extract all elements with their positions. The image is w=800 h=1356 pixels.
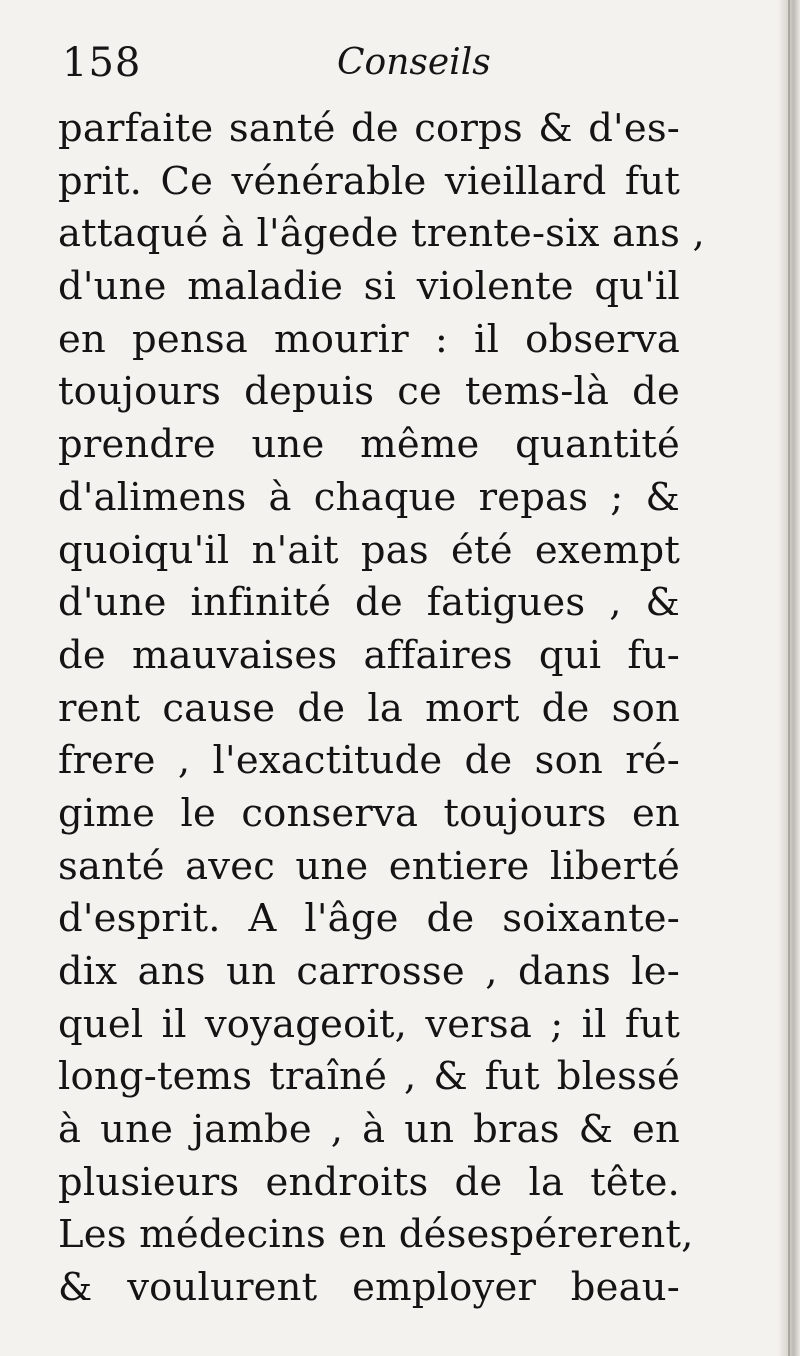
text-line-13: frere , l'exactitude de son ré-	[58, 738, 680, 784]
text-line-17: dix ans un carrosse , dans le-	[58, 949, 680, 994]
text-line-5: en pensa mourir : il observa	[58, 316, 680, 362]
page-edge-line	[788, 0, 790, 1356]
text-line-8: d'alimens à chaque repas ; &	[58, 474, 680, 520]
text-line-11: de mauvaises affaires qui fu-	[58, 632, 680, 678]
text-line-19: long-tems traîné , & fut blessé	[58, 1054, 680, 1100]
text-line-12: rent cause de la mort de son	[58, 685, 680, 731]
text-line-16: d'esprit. A l'âge de soixante-	[58, 896, 680, 942]
text-line-21: plusieurs endroits de la tête.	[58, 1159, 680, 1205]
text-line-22: Les médecins en désespérerent,	[58, 1212, 694, 1258]
text-line-14: gime le conserva toujours en	[58, 790, 680, 836]
text-line-7: prendre une même quantité	[58, 422, 680, 468]
text-line-23: & voulurent employer beau-	[58, 1265, 680, 1311]
text-line-15: santé avec une entiere liberté	[58, 843, 680, 889]
running-head: Conseils	[337, 42, 491, 83]
text-line-20: à une jambe , à un bras & en	[58, 1107, 680, 1153]
body-text	[58, 103, 705, 1315]
text-line-4: d'une maladie si violente qu'il	[58, 264, 680, 310]
text-line-3: attaqué à l'âgede trente-six ans ,	[58, 211, 705, 257]
text-line-18: quel il voyageoit, versa ; il fut	[58, 1001, 680, 1047]
text-line-1: parfaite santé de corps & d'es-	[58, 106, 680, 151]
page-number: 158	[62, 40, 142, 86]
text-line-9: quoiqu'il n'ait pas été exempt	[58, 527, 680, 573]
text-line-10: d'une infinité de fatigues , &	[58, 580, 680, 626]
text-line-6: toujours depuis ce tems-là de	[58, 369, 680, 415]
text-line-2: prit. Ce vénérable vieillard fut	[58, 158, 680, 204]
page-header	[62, 40, 682, 100]
